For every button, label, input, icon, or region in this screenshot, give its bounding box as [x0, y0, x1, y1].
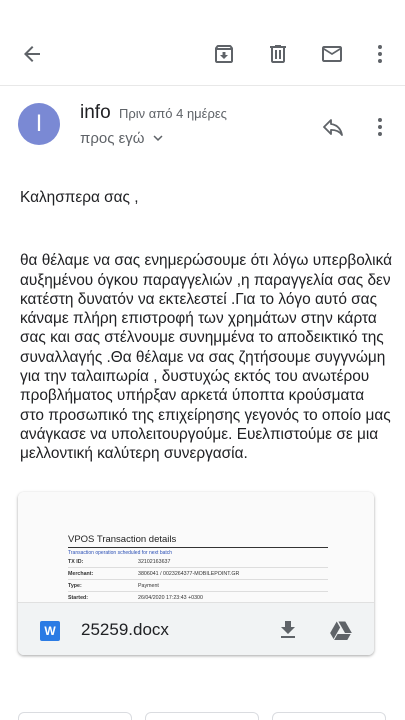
more-vert-icon	[368, 42, 392, 66]
reply-all-bottom-button[interactable]	[145, 712, 259, 720]
preview-key: Type:	[68, 582, 82, 589]
message-header	[0, 96, 405, 166]
preview-key: Started:	[68, 594, 89, 601]
delete-icon	[266, 42, 290, 66]
preview-row	[68, 580, 328, 592]
archive-icon	[212, 42, 236, 66]
preview-value: 3806041 / 0023264377-MOBILEPOINT.GR	[138, 570, 240, 577]
preview-value: 32102163637	[138, 558, 171, 565]
reply-icon	[321, 115, 345, 139]
chevron-down-icon	[149, 129, 167, 147]
archive-button[interactable]	[204, 34, 244, 74]
preview-subtitle: Transaction operation scheduled for next batch	[68, 550, 173, 556]
more-vert-icon	[368, 115, 392, 139]
back-button[interactable]	[12, 34, 52, 74]
preview-key: TX ID:	[68, 558, 84, 565]
attachment-filename[interactable]: 25259.docx	[81, 620, 169, 639]
recipient-details-toggle[interactable]	[80, 129, 167, 147]
message-body	[20, 188, 392, 464]
more-options-button[interactable]	[360, 34, 400, 74]
arrow-back-icon	[20, 42, 44, 66]
drive-icon[interactable]	[329, 618, 353, 642]
preview-title: VPOS Transaction details	[68, 534, 328, 548]
message-time: Πριν από 4 ημέρες	[119, 106, 227, 121]
preview-row	[68, 592, 328, 602]
mark-unread-button[interactable]	[312, 34, 352, 74]
body-paragraph: θα θέλαμε να σας ενημερώσουμε ότι λόγω υπερβολικά αυξημένου όγκου παραγγελιών ,η παραγγελία σας δεν κατέστη δυνατόν να εκτελεστεί .Για το λόγο αυτό σας κάναμε πλήρη επιστροφή των χρημάτων στην κάρτα σας και σας στέλνουμε συνημμένα το αποδεικτικό της συναλλαγής .Θα θέλαμε να σας ζητήσουμε συγγνώμη για την ταλαιπωρία , δυστυχώς εκτός του ανωτέρου προβλήματος υπήρξαν αρκετά ύποπτα κρούσματα στο προσωπικό της επιχείρησης γεγονός το οποίο μας ανάγκασε να υπολειτουργούμε. Ευελπιστούμε σε μια μελλοντική καλύτερη συνεργασία.	[20, 252, 392, 463]
sender-name: info	[80, 102, 111, 123]
attachment-preview[interactable]	[18, 492, 374, 602]
download-icon[interactable]	[276, 618, 300, 642]
reply-bottom-button[interactable]	[18, 712, 132, 720]
preview-key: Merchant:	[68, 570, 94, 577]
greeting-text: Καλησπερα σας ,	[20, 189, 139, 206]
document-preview	[68, 534, 328, 602]
word-doc-icon: W	[40, 621, 60, 641]
attachment-card[interactable]	[18, 492, 374, 655]
forward-bottom-button[interactable]	[272, 712, 386, 720]
message-more-button[interactable]	[366, 110, 394, 144]
preview-row	[68, 568, 328, 580]
attachment-footer	[18, 602, 374, 655]
recipient-label: προς εγώ	[80, 129, 145, 147]
avatar[interactable]: I	[18, 103, 60, 145]
preview-row	[68, 556, 328, 568]
mail-icon	[320, 42, 344, 66]
top-app-bar	[0, 0, 405, 86]
preview-value: 26/04/2020 17:23:43 +0300	[138, 594, 203, 601]
delete-button[interactable]	[258, 34, 298, 74]
reply-button[interactable]	[316, 110, 350, 144]
preview-value: Payment	[138, 582, 159, 589]
